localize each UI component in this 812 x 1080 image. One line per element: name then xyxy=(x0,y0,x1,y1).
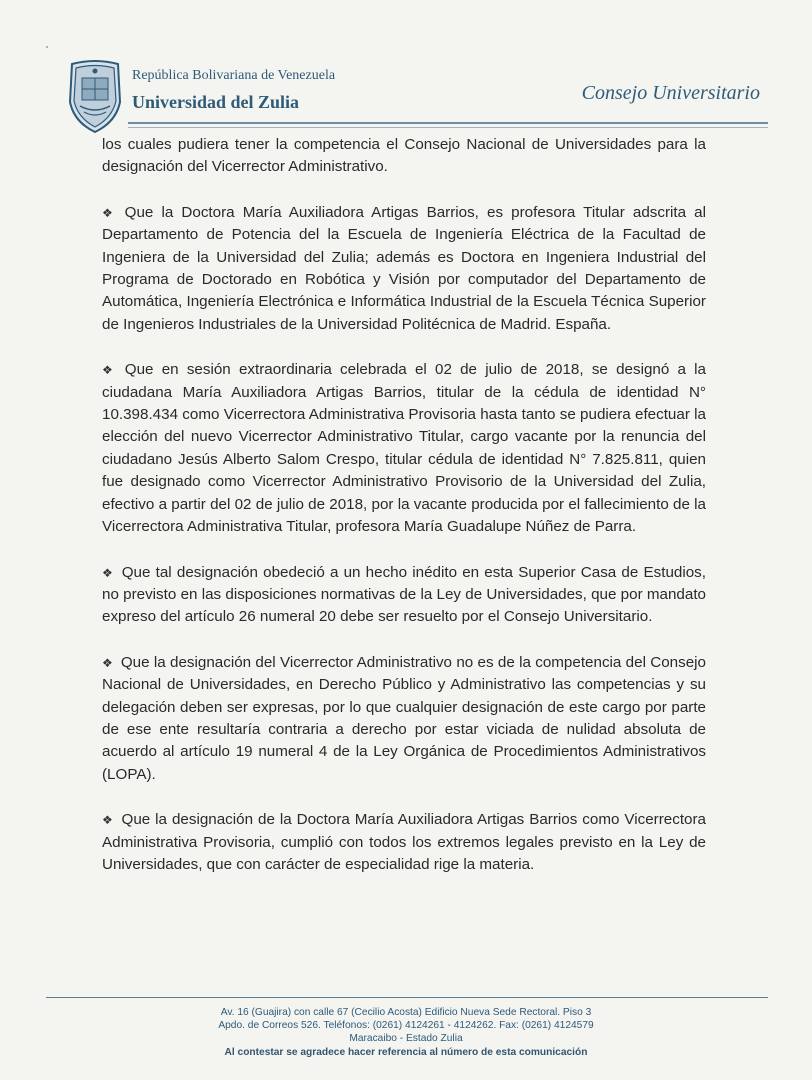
diamond-bullet-icon: ❖ xyxy=(102,813,114,828)
paragraph-text: Que en sesión extraordinaria celebrada el 02 de julio de 2018, se designó a la ciudadana María Auxiliadora Artigas Barrios, titular de la cédula de identidad N° 10.398.434 como Vicerrectora Administrativa Provisoria hasta tanto se pudiera efectuar la elección del nuevo Vicerrector Administrativo Titular, cargo vacante por la renuncia del ciudadano Jesús Alberto Salom Crespo, titular cédula de identidad N° 7.825.811, quien fue designado como Vicerrector Administrativo Provisorio de la Universidad del Zulia, efectivo a partir del 02 de julio de 2018, por la vacante producida por el fallecimiento de la Vicerrectora Administrativa Titular, profesora María Guadalupe Núñez de Parra. xyxy=(102,361,706,536)
paragraph-text: Que la designación del Vicerrector Administrativo no es de la competencia del Consejo Nacional de Universidades, en Derecho Público y Administrativo las competencias y su delegación deben ser expresas, por lo que cualquier designación de este cargo por parte de ese ente resultaría contraria a derecho por estar viciada de nulidad absoluta de acuerdo al artículo 19 numeral 4 de la Ley Orgánica de Procedimientos Administrativos (LOPA). xyxy=(102,653,706,783)
footer-contact: Apdo. de Correos 526. Teléfonos: (0261) 4124261 - 4124262. Fax: (0261) 4124579 xyxy=(218,1020,594,1032)
header-universidad: Universidad del Zulia xyxy=(132,92,300,112)
paragraph-text: Que tal designación obedeció a un hecho inédito en esta Superior Casa de Estudios, no previsto en las disposiciones normativas de la Ley de Universidades, que por mandato expreso del artículo 26 numeral 20 debe ser resuelto por el Consejo Universitario. xyxy=(102,563,706,626)
diamond-bullet-icon: ❖ xyxy=(102,655,113,670)
header-consejo-universitario: Consejo Universitario xyxy=(581,82,760,104)
university-seal-icon xyxy=(66,58,124,134)
header-rule xyxy=(128,122,768,124)
document-body xyxy=(102,134,706,899)
scan-speck xyxy=(46,46,48,48)
paragraph-2 xyxy=(102,359,706,538)
footer xyxy=(0,1006,812,1059)
header-republica: República Bolivariana de Venezuela xyxy=(132,68,336,83)
paragraph-text: Que la designación de la Doctora María Auxiliadora Artigas Barrios como Vicerrectora Administrativa Provisoria, cumplió con todos los extremos legales previsto en la Ley de Universidades, que con carácter de especialidad rige la materia. xyxy=(102,811,706,873)
paragraph-4 xyxy=(102,652,706,786)
diamond-bullet-icon: ❖ xyxy=(102,363,117,378)
paragraph-5 xyxy=(102,809,706,876)
diamond-bullet-icon: ❖ xyxy=(102,205,117,220)
paragraph-3 xyxy=(102,562,706,629)
footer-reference-note: Al contestar se agradece hacer referencia al número de esta comunicación xyxy=(224,1046,588,1058)
header-rule-thin xyxy=(128,127,768,128)
footer-city: Maracaibo - Estado Zulia xyxy=(349,1033,463,1045)
intro-paragraph: los cuales pudiera tener la competencia el Consejo Nacional de Universidades para la designación del Vicerrector Administrativo. xyxy=(102,136,706,176)
footer-address: Av. 16 (Guajira) con calle 67 (Cecilio Acosta) Edificio Nueva Sede Rectoral. Piso 3 xyxy=(220,1007,592,1018)
footer-rule xyxy=(46,997,768,998)
diamond-bullet-icon: ❖ xyxy=(102,565,114,580)
paragraph-1 xyxy=(102,202,706,336)
paragraph-text: Que la Doctora María Auxiliadora Artigas Barrios, es profesora Titular adscrita al Departamento de Potencia del la Escuela de Ingeniería Eléctrica de la Facultad de Ingeniera de la Universidad del Zulia; además es Doctora en Ingeniera Industrial del Programa de Doctorado en Robótica y Visión por computador del Departamento de Automática, Ingeniería Electrónica e Informática Industrial de la Escuela Técnica Superior de Ingenieros Industriales de la Universidad Politécnica de Madrid. España. xyxy=(102,203,706,333)
